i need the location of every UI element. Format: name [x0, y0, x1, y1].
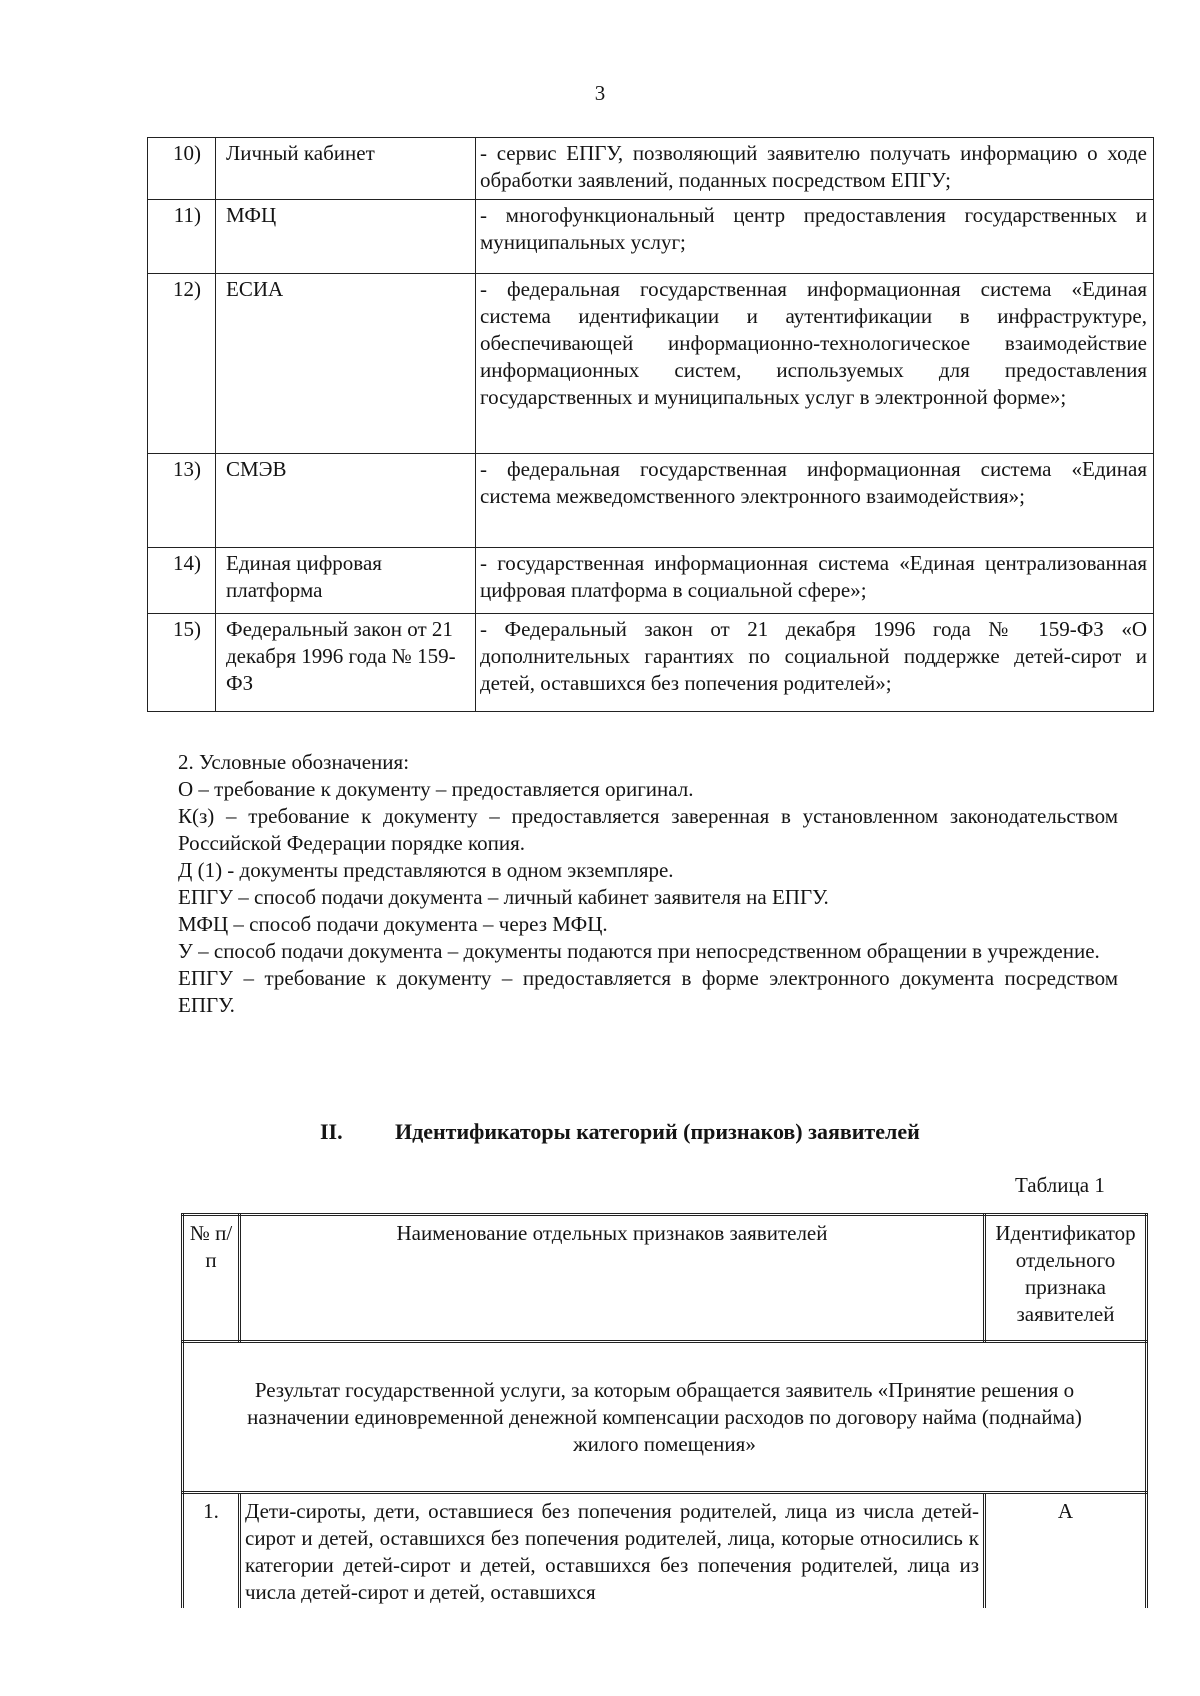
term: Единая цифровая платформа — [216, 548, 476, 614]
row-number: 15) — [148, 614, 216, 712]
term: Федеральный закон от 21 декабря 1996 года № 159-ФЗ — [216, 614, 476, 712]
legend-item: К(з) – требование к документу – предоставляется заверенная в установленном законодательством Российской Федерации порядке копия. — [178, 804, 1118, 855]
header-name: Наименование отдельных признаков заявителей — [240, 1215, 985, 1342]
legend-item: МФЦ – способ подачи документа – через МФЦ. — [178, 912, 608, 936]
legend-item: ЕПГУ – способ подачи документа – личный кабинет заявителя на ЕПГУ. — [178, 885, 829, 909]
page-number: 3 — [594, 81, 606, 105]
table-row — [183, 1493, 1147, 1610]
row-number: 1. — [183, 1493, 240, 1610]
definition: - государственная информационная система «Единая централизованная цифровая платформа в социальной сфере»; — [476, 548, 1154, 614]
legend-title: 2. Условные обозначения: — [178, 750, 410, 774]
term: Личный кабинет — [216, 138, 476, 200]
header-identifier: Идентификатор отдельного признака заявителей — [985, 1215, 1147, 1342]
row-identifier: А — [985, 1493, 1147, 1610]
table-header-row — [183, 1215, 1147, 1342]
definition: - многофункциональный центр предоставления государственных и муниципальных услуг; — [476, 200, 1154, 274]
legend-item: У – способ подачи документа – документы подаются при непосредственном обращении в учреждение. — [178, 939, 1100, 963]
term: СМЭВ — [216, 454, 476, 548]
table-row — [148, 454, 1154, 548]
definition: - сервис ЕПГУ, позволяющий заявителю получать информацию о ходе обработки заявлений, поданных посредством ЕПГУ; — [476, 138, 1154, 200]
group-row — [183, 1342, 1147, 1493]
legend-item: ЕПГУ – требование к документу – предоставляется в форме электронного документа посредством ЕПГУ. — [178, 966, 1118, 1017]
row-number: 14) — [148, 548, 216, 614]
row-text: Дети-сироты, дети, оставшиеся без попечения родителей, лица из числа детей-сирот и детей, оставшихся без попечения родителей, лица, которые относились к категории детей-сирот и детей, оставшихся без попечения родителей, лица из числа детей-сирот и детей, оставшихся — [240, 1493, 985, 1610]
legend-item: Д (1) - документы представляются в одном экземпляре. — [178, 858, 674, 882]
section-title: Идентификаторы категорий (признаков) заявителей — [395, 1119, 920, 1144]
header-number: № п/п — [183, 1215, 240, 1342]
definition: - Федеральный закон от 21 декабря 1996 года № 159-ФЗ «О дополнительных гарантиях по социальной поддержке детей-сирот и детей, оставшихся без попечения родителей»; — [476, 614, 1154, 712]
table-row — [148, 614, 1154, 712]
section-number: II. — [320, 1119, 343, 1144]
term: МФЦ — [216, 200, 476, 274]
table-row — [148, 138, 1154, 200]
group-row-text: Результат государственной услуги, за которым обращается заявитель «Принятие решения о назначении единовременной денежной компенсации расходов по договору найма (поднайма) жилого помещения» — [183, 1342, 1147, 1493]
applicant-identifiers-table — [181, 1213, 1148, 1611]
definition: - федеральная государственная информационная система «Единая система межведомственного электронного взаимодействия»; — [476, 454, 1154, 548]
table-row — [148, 274, 1154, 454]
definition: - федеральная государственная информационная система «Единая система идентификации и аутентификации в инфраструктуре, обеспечивающей информационно-технологическое взаимодействие информационных систем, используемых для предоставления государственных и муниципальных услуг в электронной форме»; — [476, 274, 1154, 454]
table-caption: Таблица 1 — [1015, 1173, 1105, 1197]
row-number: 12) — [148, 274, 216, 454]
page-bottom-margin — [0, 1608, 1200, 1696]
row-number: 10) — [148, 138, 216, 200]
term: ЕСИА — [216, 274, 476, 454]
table-row — [148, 200, 1154, 274]
legend-item: О – требование к документу – предоставляется оригинал. — [178, 777, 694, 801]
legend — [178, 749, 1118, 1019]
table-row — [148, 548, 1154, 614]
definitions-table — [147, 137, 1154, 712]
row-number: 11) — [148, 200, 216, 274]
row-number: 13) — [148, 454, 216, 548]
